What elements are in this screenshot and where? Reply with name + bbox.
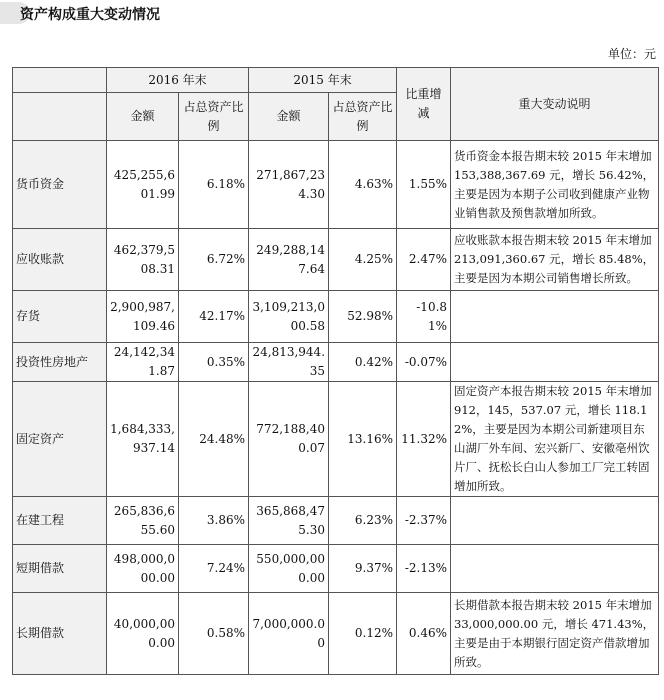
row-ratio-2016: 6.72%	[179, 229, 249, 291]
row-change: -2.37%	[397, 497, 451, 545]
row-change: -2.13%	[397, 545, 451, 593]
header-2015: 2015 年末	[249, 68, 397, 93]
row-item-name: 投资性房地产	[13, 343, 107, 382]
table-row	[13, 229, 659, 291]
row-item-name: 应收账款	[13, 229, 107, 291]
row-amount-2016: 265,836,655.60	[107, 497, 179, 545]
page-title: 资产构成重大变动情况	[20, 7, 160, 23]
row-ratio-2015: 52.98%	[329, 291, 397, 343]
row-ratio-2015: 4.25%	[329, 229, 397, 291]
row-amount-2015: 24,813,944.35	[249, 343, 329, 382]
row-item-name: 短期借款	[13, 545, 107, 593]
row-item-name: 货币资金	[13, 141, 107, 229]
row-amount-2015: 550,000,000.00	[249, 545, 329, 593]
row-note	[451, 497, 659, 545]
header-amount-2016: 金额	[107, 93, 179, 141]
corner-cell	[13, 68, 107, 93]
row-ratio-2016: 42.17%	[179, 291, 249, 343]
row-amount-2016: 24,142,341.87	[107, 343, 179, 382]
row-note	[451, 545, 659, 593]
row-ratio-2015: 6.23%	[329, 497, 397, 545]
row-amount-2016: 2,900,987,109.46	[107, 291, 179, 343]
header-amount-2015: 金额	[249, 93, 329, 141]
row-ratio-2016: 24.48%	[179, 382, 249, 497]
row-note: 固定资产本报告期末较 2015 年末增加 912，145，537.07 元，增长 118.12%，主要是因为本期公司新建项目东山湖厂外车间、宏兴新厂、安徽亳州饮片厂、抚松长白山人参加工厂完工转固增加所致。	[451, 382, 659, 497]
row-amount-2015: 271,867,234.30	[249, 141, 329, 229]
row-change: 11.32%	[397, 382, 451, 497]
row-change: -10.81%	[397, 291, 451, 343]
row-amount-2015: 3,109,213,000.58	[249, 291, 329, 343]
asset-change-table	[12, 67, 659, 675]
header-2016: 2016 年末	[107, 68, 249, 93]
row-ratio-2015: 0.12%	[329, 593, 397, 675]
row-amount-2016: 498,000,000.00	[107, 545, 179, 593]
row-ratio-2016: 0.58%	[179, 593, 249, 675]
row-note: 应收账款本报告期末较 2015 年末增加 213,091,360.67 元，增长 85.48%，主要是因为本期公司销售增长所致。	[451, 229, 659, 291]
row-ratio-2015: 9.37%	[329, 545, 397, 593]
table-row	[13, 382, 659, 497]
row-change: -0.07%	[397, 343, 451, 382]
row-ratio-2016: 0.35%	[179, 343, 249, 382]
row-amount-2016: 425,255,601.99	[107, 141, 179, 229]
header-ratio-2015: 占总资产比例	[329, 93, 397, 141]
header-ratio-2016: 占总资产比例	[179, 93, 249, 141]
table-row	[13, 593, 659, 675]
row-note: 长期借款本报告期末较 2015 年末增加 33,000,000.00 元，增长 471.43%，主要是由于本期银行固定资产借款增加所致。	[451, 593, 659, 675]
row-amount-2016: 1,684,333,937.14	[107, 382, 179, 497]
row-amount-2015: 249,288,147.64	[249, 229, 329, 291]
row-item-name: 固定资产	[13, 382, 107, 497]
row-amount-2015: 772,188,400.07	[249, 382, 329, 497]
row-amount-2015: 365,868,475.30	[249, 497, 329, 545]
unit-label: 单位：元	[607, 47, 656, 61]
row-amount-2015: 7,000,000.00	[249, 593, 329, 675]
row-note: 货币资金本报告期末较 2015 年末增加 153,388,367.69 元，增长 56.42%，主要是因为本期子公司收到健康产业物业销售款及预售款增加所致。	[451, 141, 659, 229]
header-change: 比重增减	[397, 68, 451, 141]
row-note	[451, 343, 659, 382]
table-row	[13, 291, 659, 343]
row-item-name: 长期借款	[13, 593, 107, 675]
row-amount-2016: 462,379,508.31	[107, 229, 179, 291]
row-ratio-2016: 7.24%	[179, 545, 249, 593]
section-header	[0, 0, 664, 28]
row-ratio-2016: 6.18%	[179, 141, 249, 229]
row-note	[451, 291, 659, 343]
header-explain: 重大变动说明	[451, 68, 659, 141]
row-item-name: 在建工程	[13, 497, 107, 545]
table-row	[13, 343, 659, 382]
row-change: 1.55%	[397, 141, 451, 229]
table-row	[13, 141, 659, 229]
row-change: 0.46%	[397, 593, 451, 675]
row-item-name: 存货	[13, 291, 107, 343]
table-row	[13, 497, 659, 545]
row-ratio-2015: 13.16%	[329, 382, 397, 497]
row-amount-2016: 40,000,000.00	[107, 593, 179, 675]
row-ratio-2016: 3.86%	[179, 497, 249, 545]
row-ratio-2015: 4.63%	[329, 141, 397, 229]
row-ratio-2015: 0.42%	[329, 343, 397, 382]
corner-cell-2	[13, 93, 107, 141]
row-change: 2.47%	[397, 229, 451, 291]
table-row	[13, 545, 659, 593]
